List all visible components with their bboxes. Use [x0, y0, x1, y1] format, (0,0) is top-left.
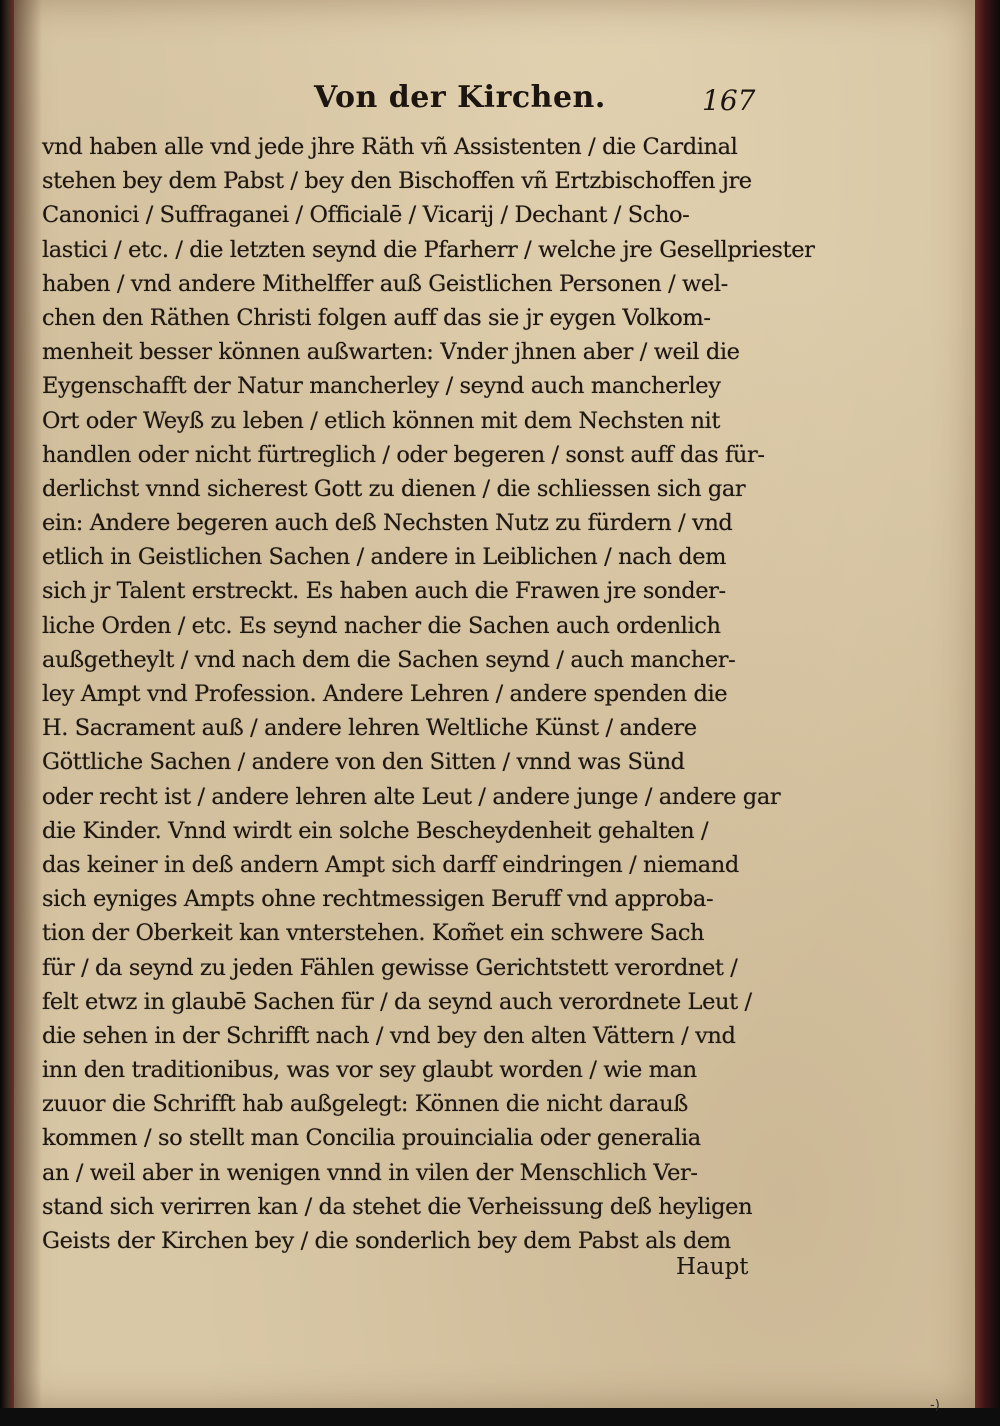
text-line: Canonici / Suffraganei / Officialē / Vicarij / Dechant / Scho- [42, 202, 690, 229]
text-line: tion der Oberkeit kan vnterstehen. Kom̃et ein schwere Sach [42, 920, 705, 947]
text-line: stand sich verirren kan / da stehet die Verheissung deß heyligen [42, 1193, 753, 1220]
body-text [42, 130, 815, 1258]
book-page [14, 0, 975, 1408]
text-line: derlichst vnnd sicherest Gott zu dienen / die schliessen sich gar [42, 475, 746, 502]
text-line: haben / vnd andere Mithelffer auß Geistlichen Personen / wel- [42, 270, 728, 297]
text-line: oder recht ist / andere lehren alte Leut / andere junge / andere gar [42, 783, 781, 810]
text-line: liche Orden / etc. Es seynd nacher die Sachen auch ordenlich [42, 612, 721, 639]
page-number: 167 [702, 84, 756, 117]
text-line: kommen / so stellt man Concilia prouincialia oder generalia [42, 1125, 701, 1152]
text-line: Göttliche Sachen / andere von den Sitten / vnnd was Sünd [42, 749, 685, 776]
text-line: inn den traditionibus, was vor sey glaubt worden / wie man [42, 1057, 697, 1084]
text-line: stehen bey dem Pabst / bey den Bischoffen vñ Ertzbischoffen jre [42, 168, 752, 195]
text-line: die Kinder. Vnnd wirdt ein solche Bescheydenheit gehalten / [42, 817, 709, 844]
text-line: handlen oder nicht fürtreglich / oder begeren / sonst auff das für- [42, 441, 765, 468]
text-line: zuuor die Schrifft hab außgelegt: Können die nicht darauß [42, 1091, 688, 1118]
text-line: sich jr Talent erstreckt. Es haben auch die Frawen jre sonder- [42, 578, 726, 605]
text-line: Geists der Kirchen bey / die sonderlich bey dem Pabst als dem [42, 1228, 731, 1254]
running-head: Von der Kirchen. [314, 80, 606, 115]
corner-mark: -) [930, 1398, 940, 1413]
gutter-shadow [14, 0, 42, 1408]
text-line: Ort oder Weyß zu leben / etlich können mit dem Nechsten nit [42, 407, 720, 434]
text-line: an / weil aber in wenigen vnnd in vilen der Menschlich Ver- [42, 1159, 698, 1186]
text-line: vnd haben alle vnd jede jhre Räth vñ Assistenten / die Cardinal [42, 134, 738, 160]
text-line: ein: Andere begeren auch deß Nechsten Nutz zu fürdern / vnd [42, 510, 733, 537]
text-line: das keiner in deß andern Ampt sich darff eindringen / niemand [42, 851, 739, 878]
text-line: menheit besser können außwarten: Vnder jhnen aber / weil die [42, 339, 740, 366]
text-line: für / da seynd zu jeden Fählen gewisse Gerichtstett verordnet / [42, 954, 738, 981]
text-line: ley Ampt vnd Profession. Andere Lehren / andere spenden die [42, 681, 728, 707]
text-line: etlich in Geistlichen Sachen / andere in Leiblichen / nach dem [42, 544, 727, 571]
catchword: Haupt [676, 1254, 749, 1280]
text-line: H. Sacrament auß / andere lehren Weltliche Künst / andere [42, 715, 697, 742]
binding-edge [0, 0, 14, 1426]
page-edge-right [975, 0, 1000, 1426]
text-line: außgetheylt / vnd nach dem die Sachen seynd / auch mancher- [42, 646, 736, 673]
scan-bottom-edge [0, 1408, 1000, 1426]
text-line: Eygenschafft der Natur mancherley / seynd auch mancherley [42, 373, 721, 400]
text-line: chen den Räthen Christi folgen auff das sie jr eygen Volkom- [42, 304, 711, 331]
text-line: sich eyniges Ampts ohne rechtmessigen Beruff vnd approba- [42, 886, 714, 913]
text-line: felt etwz in glaubē Sachen für / da seynd auch verordnete Leut / [42, 988, 752, 1015]
text-line: lastici / etc. / die letzten seynd die Pfarherr / welche jre Gesellpriester [42, 236, 815, 263]
text-line: die sehen in der Schrifft nach / vnd bey den alten Vättern / vnd [42, 1022, 736, 1049]
